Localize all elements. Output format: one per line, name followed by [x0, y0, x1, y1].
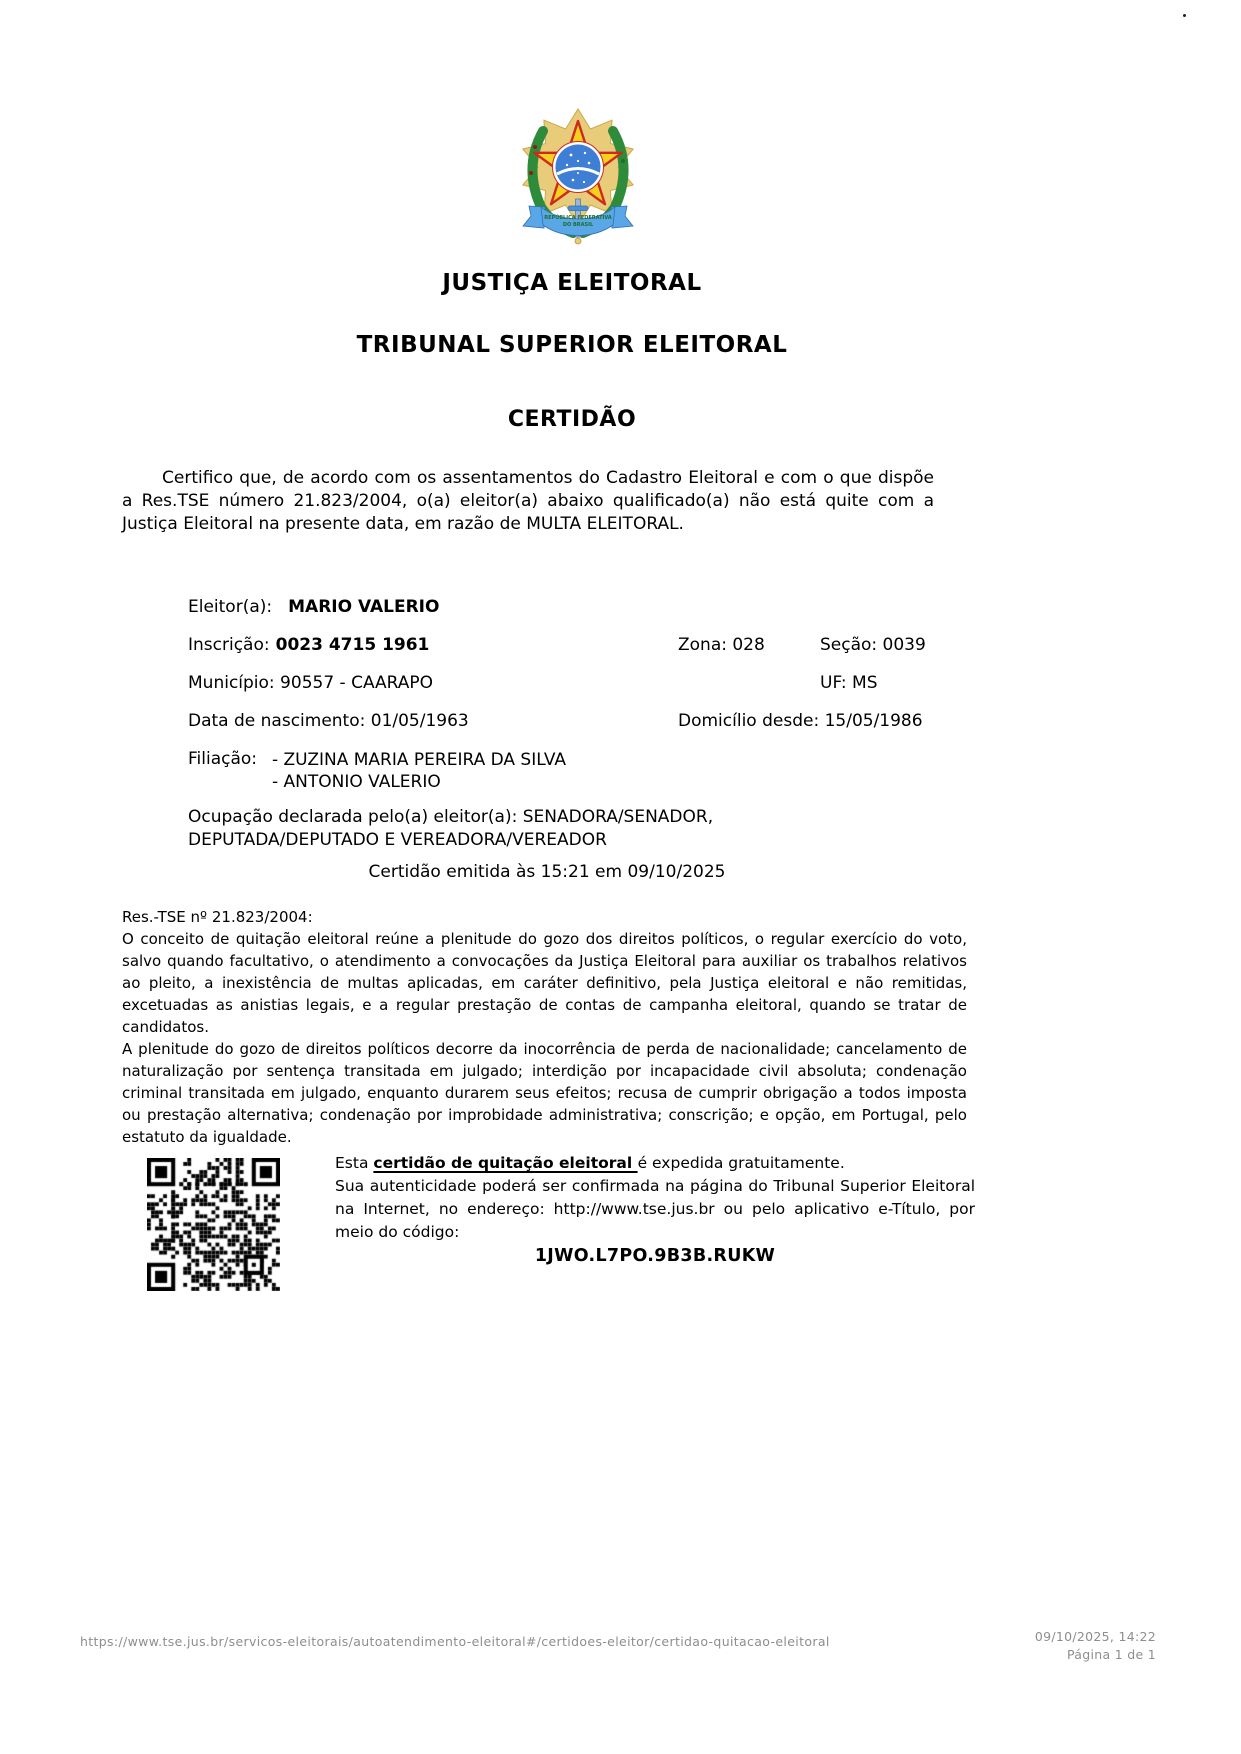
ocupacao-field: Ocupação declarada pelo(a) eleitor(a): SENADORA/SENADOR, DEPUTADA/DEPUTADO E VEREADORA/VEREADOR — [188, 807, 714, 850]
doc-title: CERTIDÃO — [507, 407, 637, 432]
intro-paragraph: Certifico que, de acordo com os assentamentos do Cadastro Eleitoral e com o que dispõe a Res.TSE número 21.823/2004, o(a) eleitor(a) abaixo qualificado(a) não está quite com a Justiça Eleitoral na presente data, em razão de MULTA ELEITORAL. — [122, 468, 934, 534]
filiacao-father: - ANTONIO VALERIO — [272, 772, 441, 792]
inscricao-row — [188, 635, 429, 655]
authenticity-text — [335, 1152, 975, 1244]
verification-code: 1JWO.L7PO.9B3B.RUKW — [534, 1246, 776, 1266]
voter-name-row — [188, 597, 439, 617]
domicilio-field: Domicílio desde: 15/05/1986 — [678, 711, 923, 731]
legal-heading: Res.-TSE nº 21.823/2004: — [122, 908, 313, 926]
auth-suffix: é expedida gratuitamente. — [637, 1154, 845, 1172]
wreath-berry — [621, 159, 625, 163]
filiacao-lines — [272, 749, 566, 793]
filiacao-mother: - ZUZINA MARIA PEREIRA DA SILVA — [272, 750, 567, 770]
emblem-sword-guard — [568, 206, 588, 211]
emblem-sword-pommel — [575, 238, 581, 244]
auth-prefix: Esta — [335, 1154, 374, 1172]
authenticity-sentence — [335, 1152, 975, 1175]
zona-field: Zona: 028 — [678, 635, 765, 655]
emblem-ribbon-text-1: REPÚBLICA FEDERATIVA — [544, 215, 612, 221]
coat-of-arms-svg — [511, 103, 645, 251]
eleitor-label: Eleitor(a): — [188, 597, 273, 617]
nascimento-field: Data de nascimento: 01/05/1963 — [188, 711, 469, 731]
brazil-coat-of-arms-icon — [511, 103, 645, 251]
emissao-line: Certidão emitida às 15:21 em 09/10/2025 — [368, 862, 726, 882]
footer-url: https://www.tse.jus.br/servicos-eleitorais/autoatendimento-eleitoral#/certidoes-eleitor/certidao-quitacao-eleitoral — [80, 1634, 830, 1649]
qr-code — [147, 1158, 280, 1291]
inscricao-label: Inscrição: — [188, 635, 270, 655]
stray-dot — [1183, 14, 1186, 17]
header-justica-eleitoral: JUSTIÇA ELEITORAL — [442, 270, 702, 296]
legal-paragraph-2: A plenitude do gozo de direitos políticos decorre da inocorrência de perda de nacionalidade; cancelamento de naturalização por sentença transitada em julgado; interdição por incapacidade civil absoluta; condenação criminal transitada em julgado, enquanto durarem seus efeitos; recusa de cumprir obrigação a todos imposta ou prestação alternativa; condenação por improbidade administrativa; conscrição; e opção, em Portugal, pelo estatuto da igualdade. — [122, 1040, 967, 1146]
footer-right — [1035, 1628, 1156, 1664]
inscricao-value: 0023 4715 1961 — [275, 635, 430, 655]
wreath-berry — [533, 145, 537, 149]
footer-datetime: 09/10/2025, 14:22 — [1034, 1629, 1156, 1644]
secao-field: Seção: 0039 — [820, 635, 926, 655]
legal-paragraph-1: O conceito de quitação eleitoral reúne a plenitude do gozo dos direitos políticos, o regular exercício do voto, salvo quando facultativo, o atendimento a convocações da Justiça Eleitoral para auxiliar os trabalhos relativos ao pleito, a inexistência de multas aplicadas, em caráter definitivo, pela Justiça eleitoral e não remitidas, excetuadas as anistias legais, e a regular prestação de contas de campanha eleitoral, quando se tratar de candidatos. — [122, 930, 967, 1036]
eleitor-name: MARIO VALERIO — [288, 597, 440, 617]
wreath-berry — [529, 171, 533, 175]
footer-page-info: Página 1 de 1 — [1067, 1647, 1156, 1662]
uf-field: UF: MS — [820, 673, 878, 693]
header-tribunal-superior: TRIBUNAL SUPERIOR ELEITORAL — [356, 332, 788, 358]
emblem-ribbon-text-2: DO BRASIL — [562, 222, 594, 228]
filiacao-label: Filiação: — [188, 749, 258, 769]
auth-cert-name: certidão de quitação eleitoral — [373, 1154, 638, 1172]
legal-text — [122, 906, 967, 1148]
authenticity-body: Sua autenticidade poderá ser confirmada na página do Tribunal Superior Eleitoral na Internet, no endereço: http://www.tse.jus.br ou pelo aplicativo e-Título, por meio do código: — [335, 1177, 975, 1241]
municipio-field: Município: 90557 - CAARAPO — [188, 673, 434, 693]
